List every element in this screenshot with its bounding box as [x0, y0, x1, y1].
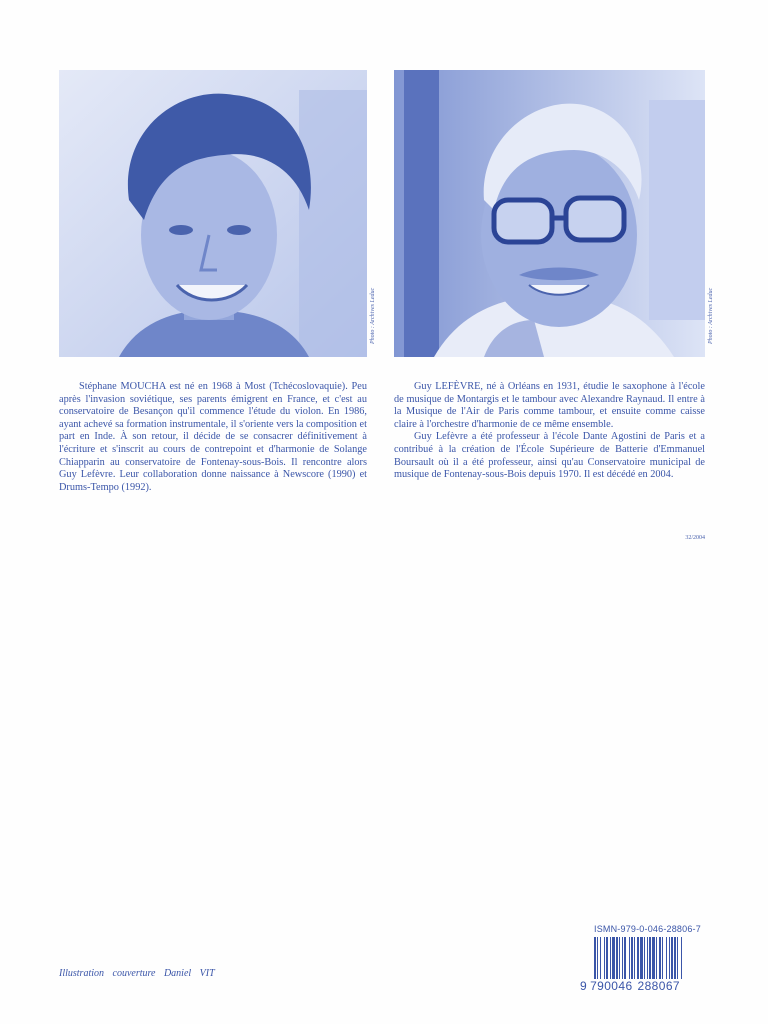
barcode-group-1: 790046 [590, 979, 633, 993]
ismn-number: ISMN-979-0-046-28806-7 [594, 924, 701, 934]
illustration-credit: Illustration couverture Daniel VIT [59, 968, 215, 979]
photo-credit-left: Photo : Archives Leduc [370, 287, 376, 344]
biography-guy-lefevre [394, 381, 705, 482]
photo-guy-lefevre [394, 70, 705, 357]
bio-paragraph: Stéphane MOUCHA est né en 1968 à Most (Tchécoslovaquie). Peu après l'invasion soviétique, ses parents émigrent en France, et c'est au conservatoire de Besançon qu'il commence l'étude du violon. En 1986, ayant achevé sa formation instrumentale, il s'oriente vers la composition et part en Inde. À son retour, il décide de se consacrer définitivement à l'écriture et s'inscrit au cours de contrepoint et d'harmonie de Solange Chiapparin au conservatoire de Fontenay-sous-Bois. Il rencontre alors Guy Lefèvre. Leur collaboration donne naissance à Newscore (1990) et Drums-Tempo (1992). [59, 381, 367, 493]
barcode-lead-digit: 9 [580, 979, 588, 993]
bio-paragraph: Guy Lefèvre a été professeur à l'école Dante Agostini de Paris et a contribué à la création de l'École Supérieure de Batterie d'Emmanuel Boursault où il a été professeur, ainsi qu'au Conservatoire municipal de musique de Fontenay-sous-Bois depuis 1970. Il est décédé en 2004. [394, 431, 705, 481]
portrait-image [394, 70, 705, 357]
catalog-code: 32/2004 [685, 535, 705, 541]
biography-stephane-moucha [59, 381, 367, 494]
photo-stephane-moucha [59, 70, 367, 357]
photo-credit-right: Photo : Archives Leduc [708, 287, 714, 344]
barcode-digits [580, 979, 680, 993]
barcode-image [594, 937, 708, 979]
portrait-image [59, 70, 367, 357]
bio-paragraph: Guy LEFÈVRE, né à Orléans en 1931, étudie le saxophone à l'école de musique de Montargis et le tambour avec Alexandre Raynaud. Il entre à la Musique de l'Air de Paris comme tambour, et ensuite comme caisse claire à l'orchestre d'harmonie de ce même ensemble. [394, 381, 705, 430]
barcode-group-2: 288067 [637, 979, 680, 993]
